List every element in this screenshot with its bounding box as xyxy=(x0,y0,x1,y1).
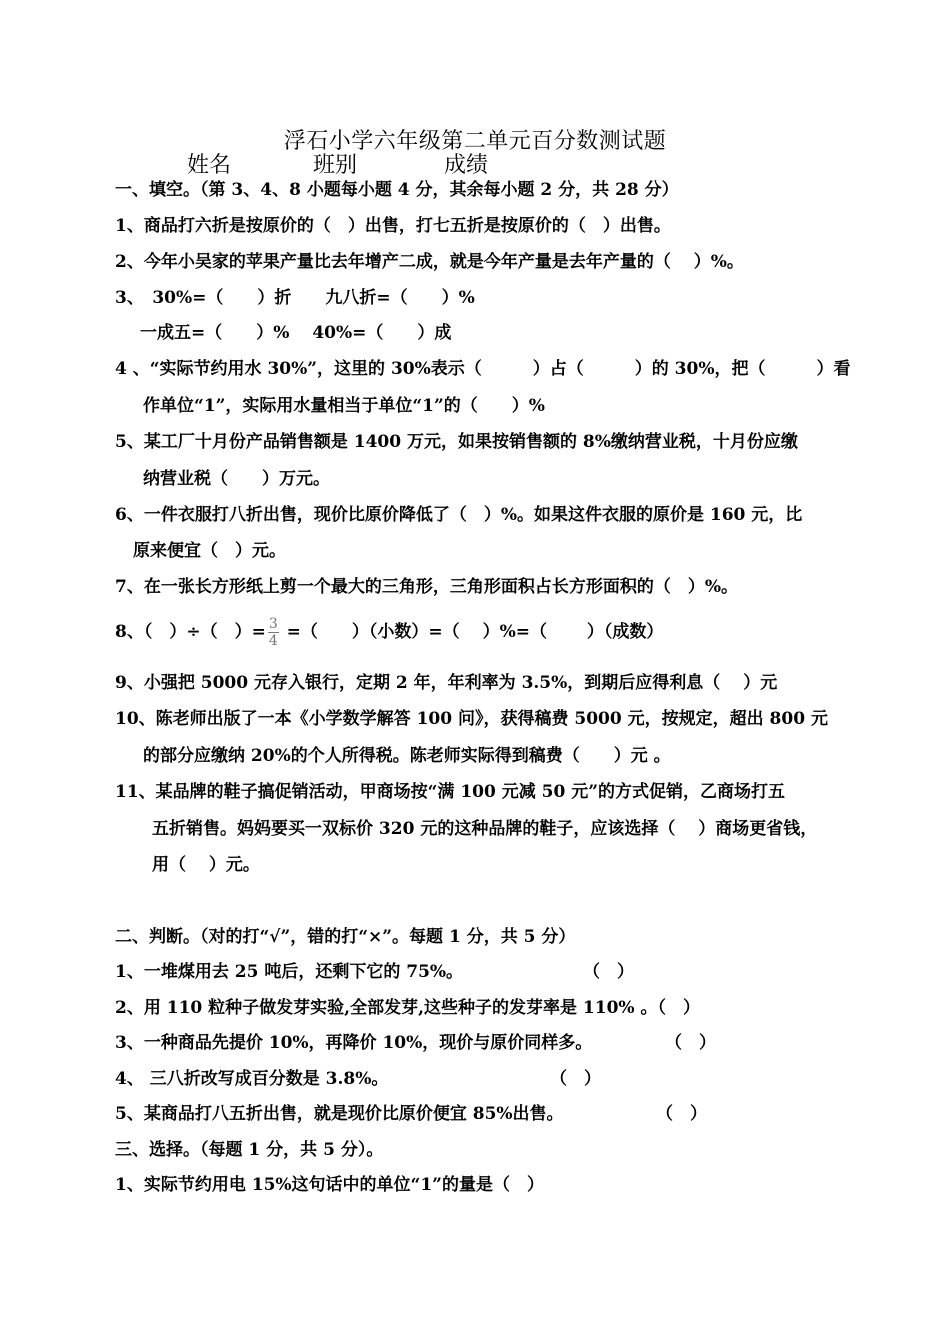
name-label: 姓名 xyxy=(187,153,232,178)
question-1-10-line2: 的部分应缴纳 20%的个人所得税。陈老师实际得到稿费（ ）元 。 xyxy=(143,746,671,766)
question-2-2: 2、用 110 粒种子做发芽实验,全部发芽,这些种子的发芽率是 110% 。（ ） xyxy=(115,998,700,1018)
question-1-2: 2、今年小吴家的苹果产量比去年增产二成，就是今年产量是去年产量的（ ）%。 xyxy=(115,252,744,272)
fraction-denominator: 4 xyxy=(268,633,278,649)
question-1-6-line2: 原来便宜（ ）元。 xyxy=(133,541,286,561)
question-1-4-line1: 4 、“实际节约用水 30%”，这里的 30%表示（ ）占（ ）的 30%，把（ ）看 xyxy=(115,359,851,379)
question-2-3-answer-box: （ ） xyxy=(665,1033,716,1053)
question-1-7: 7、在一张长方形纸上剪一个最大的三角形，三角形面积占长方形面积的（ ）%。 xyxy=(115,577,738,597)
question-1-8-prefix: 8、（ ）÷（ ）= xyxy=(115,622,266,642)
question-2-3: 3、一种商品先提价 10%，再降价 10%，现价与原价同样多。 xyxy=(115,1033,593,1053)
question-1-5-line2: 纳营业税（ ）万元。 xyxy=(143,469,330,489)
question-2-5: 5、某商品打八五折出售，就是现价比原价便宜 85%出售。 xyxy=(115,1104,564,1124)
section3-heading: 三、选择。（每题 1 分，共 5 分）。 xyxy=(115,1140,384,1160)
question-1-11-line1: 11、某品牌的鞋子搞促销活动，甲商场按“满 100 元减 50 元”的方式促销，乙商场打五 xyxy=(115,782,786,802)
question-2-4: 4、 三八折改写成百分数是 3.8%。 xyxy=(115,1069,389,1089)
class-label: 班别 xyxy=(313,153,358,178)
score-label: 成绩 xyxy=(444,153,489,178)
question-1-8-suffix: =（ ）（小数）=（ ）%=（ ）（成数） xyxy=(280,622,664,642)
question-1-3-line1: 3、 30%=（ ）折 九八折=（ ）% xyxy=(115,288,475,308)
question-2-4-answer-box: （ ） xyxy=(550,1069,601,1089)
section2-heading: 二、判断。（对的打“√”，错的打“×”。每题 1 分，共 5 分） xyxy=(115,927,576,947)
question-2-1: 1、一堆煤用去 25 吨后，还剩下它的 75%。 xyxy=(115,962,464,982)
question-1-11-line2: 五折销售。妈妈要买一双标价 320 元的这种品牌的鞋子，应该选择（ ）商场更省钱， xyxy=(152,819,818,839)
question-1-4-line2: 作单位“1”，实际用水量相当于单位“1”的（ ）% xyxy=(143,396,545,416)
page-title: 浮石小学六年级第二单元百分数测试题 xyxy=(283,129,667,154)
question-1-3-line2: 一成五=（ ）% 40%=（ ）成 xyxy=(140,323,452,343)
question-1-6-line1: 6、一件衣服打八折出售，现价比原价降低了（ ）%。如果这件衣服的原价是 160 元，比 xyxy=(115,505,803,525)
question-1-1: 1、商品打六折是按原价的（ ）出售，打七五折是按原价的（ ）出售。 xyxy=(115,216,671,236)
question-2-5-answer-box: （ ） xyxy=(656,1104,707,1124)
question-1-11-line3: 用（ ）元。 xyxy=(152,855,260,875)
section1-heading: 一、填空。（第 3、4、8 小题每小题 4 分，其余每小题 2 分，共 28 分） xyxy=(115,180,679,200)
question-1-9: 9、小强把 5000 元存入银行，定期 2 年，年利率为 3.5%，到期后应得利息（ ）元 xyxy=(115,673,778,693)
question-3-1: 1、实际节约用电 15%这句话中的单位“1”的量是（ ） xyxy=(115,1175,544,1195)
question-1-10-line1: 10、陈老师出版了一本《小学数学解答 100 问》，获得稿费 5000 元，按规定，超出 800 元 xyxy=(115,709,828,729)
question-1-5-line1: 5、某工厂十月份产品销售额是 1400 万元，如果按销售额的 8%缴纳营业税，十月份应缴 xyxy=(115,432,798,452)
fraction-three-quarters xyxy=(268,616,279,649)
fraction-numerator: 3 xyxy=(268,616,278,632)
question-2-1-answer-box: （ ） xyxy=(583,962,634,982)
question-1-8 xyxy=(115,616,663,649)
